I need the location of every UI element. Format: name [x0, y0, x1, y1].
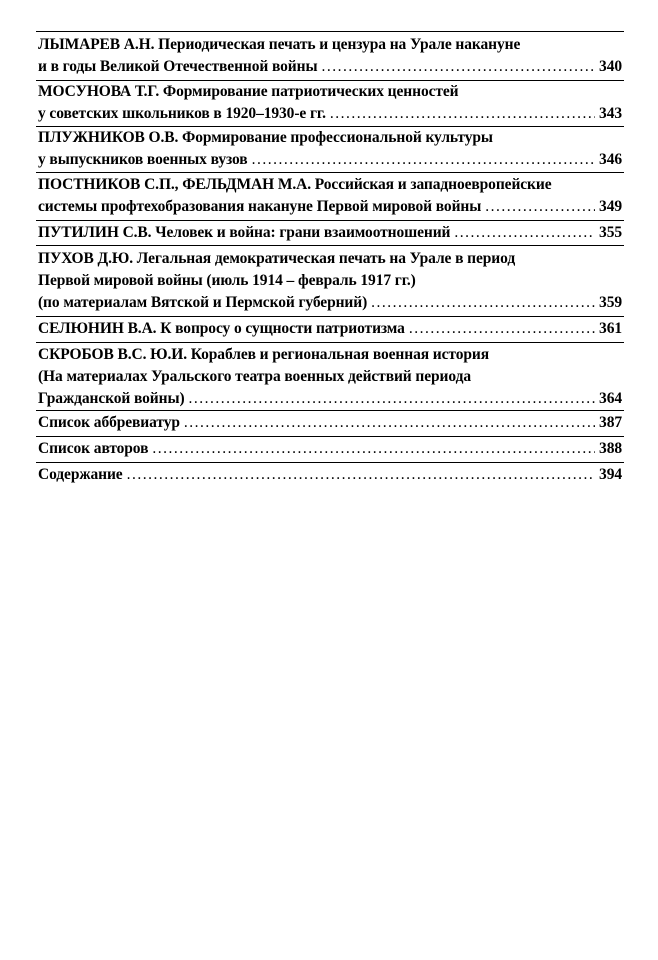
toc-entry-authors[interactable] [38, 438, 622, 460]
entry-line: (На материалах Уральского театра военных действий периода [38, 368, 471, 385]
entry-last-line [38, 103, 622, 125]
entry-line: СЕЛЮНИН В.А. К вопросу о сущности патриотизма [38, 320, 405, 337]
dot-leader [330, 103, 595, 125]
toc-entry-putilin[interactable] [38, 222, 622, 244]
entry-divider [36, 410, 624, 411]
toc-entry-lymarev[interactable] [38, 34, 622, 78]
dot-leader [454, 222, 595, 244]
entry-last-line [38, 464, 622, 486]
entry-line: Содержание [38, 466, 123, 483]
toc-entry-pukhov[interactable] [38, 248, 622, 314]
entry-line: СКРОБОВ В.С. Ю.И. Кораблев и региональная военная история [38, 346, 489, 363]
entry-divider [36, 462, 624, 463]
entry-line: (по материалам Вятской и Пермской губерний) [38, 294, 368, 311]
toc-entry-skrobov[interactable] [38, 344, 622, 410]
page-number: 346 [599, 151, 622, 168]
entry-last-line [38, 196, 622, 218]
page-number: 361 [599, 320, 622, 337]
page-number: 340 [599, 58, 622, 75]
dot-leader [152, 438, 595, 460]
entry-last-line [38, 388, 622, 410]
dot-leader [371, 292, 595, 314]
dot-leader [321, 56, 595, 78]
entry-last-line [38, 292, 622, 314]
toc-entry-abbreviations[interactable] [38, 412, 622, 434]
entry-line: Первой мировой войны (июль 1914 – февраль 1917 гг.) [38, 272, 416, 289]
entry-line: Список аббревиатур [38, 414, 180, 431]
page-number: 355 [599, 224, 622, 241]
toc-entry-pluzhnikov[interactable] [38, 127, 622, 171]
entry-last-line [38, 149, 622, 171]
entry-divider [36, 436, 624, 437]
page-number: 343 [599, 105, 622, 122]
entry-divider [36, 245, 624, 246]
entry-line: Список авторов [38, 440, 149, 457]
entry-divider [36, 342, 624, 343]
dot-leader [189, 388, 596, 410]
entry-line: ПУТИЛИН С.В. Человек и война: грани взаимоотношений [38, 224, 451, 241]
entry-line: у выпускников военных вузов [38, 151, 248, 168]
entry-line: МОСУНОВА Т.Г. Формирование патриотических ценностей [38, 83, 459, 100]
entry-line: ПОСТНИКОВ С.П., ФЕЛЬДМАН М.А. Российская и западноевропейские [38, 176, 552, 193]
entry-line: ПУХОВ Д.Ю. Легальная демократическая печать на Урале в период [38, 250, 516, 267]
entry-divider [36, 172, 624, 173]
entry-last-line [38, 56, 622, 78]
dot-leader [127, 464, 595, 486]
entry-line: ПЛУЖНИКОВ О.В. Формирование профессиональной культуры [38, 129, 493, 146]
entry-line: Гражданской войны) [38, 390, 185, 407]
top-rule [36, 31, 624, 32]
toc-entry-mosunova[interactable] [38, 81, 622, 125]
entry-line: и в годы Великой Отечественной войны [38, 58, 318, 75]
entry-line: ЛЫМАРЕВ А.Н. Периодическая печать и цензура на Урале накануне [38, 36, 521, 53]
page-number: 394 [599, 466, 622, 483]
entry-divider [36, 316, 624, 317]
entry-line: системы профтехобразования накануне Первой мировой войны [38, 198, 482, 215]
toc-entry-contents[interactable] [38, 464, 622, 486]
dot-leader [184, 412, 595, 434]
page-number: 359 [599, 294, 622, 311]
toc-entry-postnikov[interactable] [38, 174, 622, 218]
entry-last-line [38, 412, 622, 434]
page-number: 388 [599, 440, 622, 457]
dot-leader [485, 196, 595, 218]
dot-leader [409, 318, 595, 340]
entry-line: у советских школьников в 1920–1930-е гг. [38, 105, 326, 122]
dot-leader [252, 149, 595, 171]
entry-divider [36, 220, 624, 221]
entry-last-line [38, 438, 622, 460]
page-number: 387 [599, 414, 622, 431]
toc-entry-selyunin[interactable] [38, 318, 622, 340]
page-number: 364 [599, 390, 622, 407]
entry-last-line [38, 318, 622, 340]
entry-last-line [38, 222, 622, 244]
page-number: 349 [599, 198, 622, 215]
